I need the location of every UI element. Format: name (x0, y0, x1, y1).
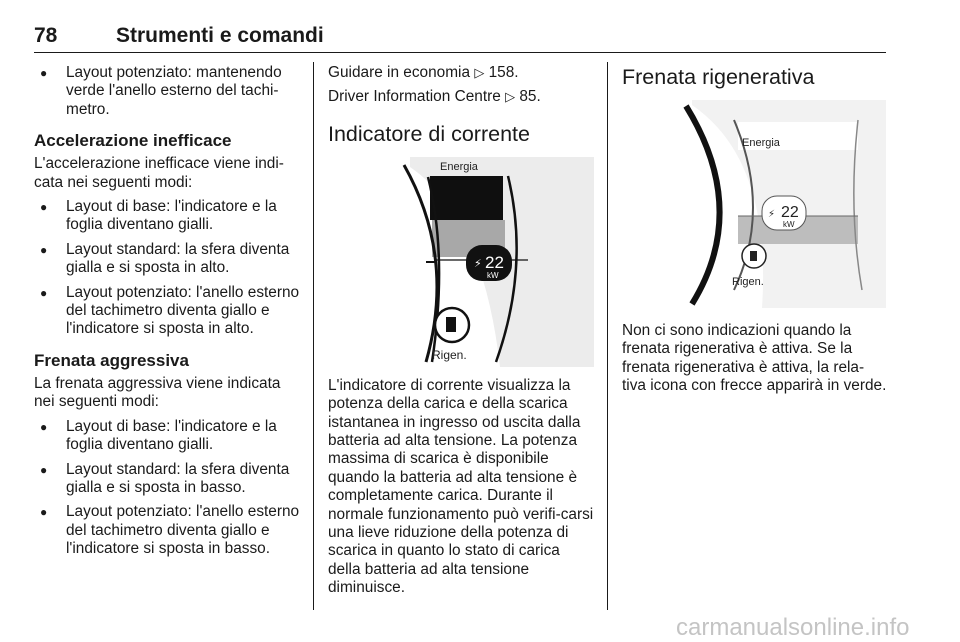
section-heading-frenata-aggressiva: Frenata aggressiva (34, 350, 189, 370)
power-unit: kW (783, 220, 795, 229)
intro-bullet-list (34, 64, 300, 119)
energy-label: Energia (742, 137, 780, 149)
column-divider-2 (607, 62, 608, 610)
power-meter-figure (328, 157, 594, 367)
column-right (622, 64, 888, 402)
section-heading-indicatore: Indicatore di corrente (328, 121, 530, 146)
power-value: 22 (781, 204, 799, 221)
bullet-list-frenata (34, 418, 300, 559)
header-rule (34, 52, 886, 53)
page-ref-arrow-icon: ▷ (474, 65, 485, 80)
column-middle (328, 64, 596, 604)
cross-reference: Driver Information Centre ▷ 85. (328, 88, 541, 106)
regen-label: Rigen. (732, 276, 764, 288)
regen-label: Rigen. (432, 347, 467, 362)
page-number: 78 (34, 24, 58, 47)
page-header (34, 20, 884, 50)
energy-label: Energia (440, 160, 478, 173)
page-ref-arrow-icon: ▷ (505, 89, 516, 105)
energy-bar-dark (430, 176, 503, 220)
reference-link-economia[interactable]: Guidare in economia (328, 64, 471, 81)
section-heading-frenata-rigenerativa: Frenata rigenerativa (622, 65, 815, 89)
regen-meter-figure (622, 100, 886, 308)
body-text: L'indicatore di corrente visualizza la potenza della carica e della scarica istantanea in ingresso od uscita dalla batteria ad alta tensione. La potenza massima di scarica è disponibile quando la batteria ad alta tensione è completamente carica. Durante il normale funzionamento può verifi-carsi una lieve riduzione della potenza di scarica in quanto lo stato di carica della batteria ad alta tensione diminuisce. (328, 376, 594, 597)
bullet-list-accelerazione (34, 198, 300, 339)
reference-link-dic[interactable]: Driver Information Centre (328, 88, 501, 106)
power-unit: kW (487, 270, 499, 280)
list-item: ● Layout standard: la sfera diventa gialla e si sposta in basso. (34, 461, 300, 498)
list-item: ● Layout di base: l'indicatore e la foglia diventano gialli. (34, 198, 300, 235)
chapter-title: Strumenti e comandi (116, 24, 324, 47)
list-item: ● Layout standard: la sfera diventa gialla e si sposta in alto. (34, 241, 300, 278)
column-divider-1 (313, 62, 314, 610)
power-value: 22 (485, 252, 504, 272)
section-intro: La frenata aggressiva viene indicata nei seguenti modi: (34, 374, 281, 411)
list-item: ● Layout potenziato: l'anello esterno del tachimetro diventa giallo e l'indicatore si sposta in basso. (34, 503, 300, 558)
section-intro: L'accelerazione inefficace viene indi-cata nei seguenti modi: (34, 155, 284, 191)
charge-bolt-icon: ⚡ (474, 256, 482, 270)
column-left (34, 64, 300, 565)
cross-reference: Guidare in economia ▷ 158. (328, 64, 519, 81)
list-item: ● Layout potenziato: l'anello esterno del tachimetro diventa giallo e l'indicatore si sposta in alto. (34, 284, 300, 339)
list-item: ● Layout potenziato: mantenendo verde l'anello esterno del tachi-metro. (34, 64, 300, 119)
body-text: Non ci sono indicazioni quando la frenata rigenerativa è attiva. Se la frenata rigenerativa è attiva, la rela-tiva icona con frecce apparirà in verde. (622, 322, 887, 395)
watermark: carmanualsonline.info (676, 614, 910, 641)
section-heading-accelerazione: Accelerazione inefficace (34, 131, 232, 151)
charge-bolt-icon: ⚡ (768, 209, 776, 220)
list-item: ● Layout di base: l'indicatore e la foglia diventano gialli. (34, 418, 300, 455)
